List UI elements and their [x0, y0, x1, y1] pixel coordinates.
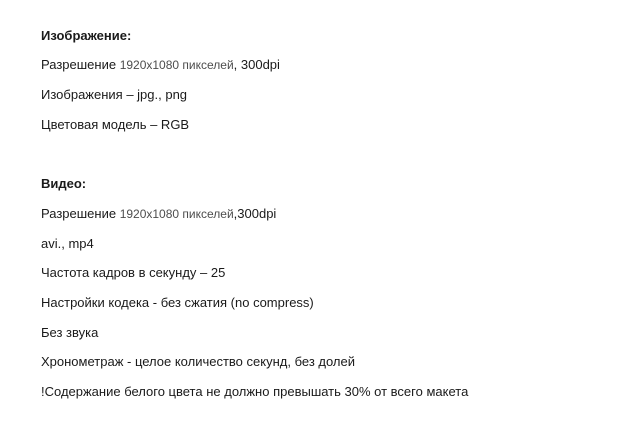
- video-duration: Хронометраж - целое количество секунд, без долей: [41, 354, 355, 369]
- white-content-note: !Содержание белого цвета не должно превышать 30% от всего макета: [41, 384, 469, 399]
- image-resolution-unit: пикселей: [179, 58, 234, 72]
- image-heading: Изображение:: [41, 28, 132, 43]
- image-formats: Изображения – jpg., png: [41, 87, 188, 102]
- video-resolution: [41, 206, 276, 222]
- image-resolution-suffix: , 300dpi: [233, 57, 280, 72]
- video-sound: Без звука: [41, 325, 99, 340]
- video-resolution-suffix: ,300dpi: [233, 206, 277, 221]
- video-formats: avi., mp4: [41, 236, 94, 251]
- video-resolution-dims: 1920x1080: [119, 207, 180, 221]
- video-resolution-prefix: Разрешение: [41, 206, 120, 221]
- image-resolution-dims: 1920x1080: [119, 58, 180, 72]
- image-resolution-prefix: Разрешение: [41, 57, 120, 72]
- video-codec: Настройки кодека - без сжатия (no compress): [41, 295, 314, 310]
- video-frame-rate: Частота кадров в секунду – 25: [41, 265, 226, 280]
- video-heading: Видео:: [41, 176, 87, 191]
- image-resolution: [41, 57, 280, 73]
- video-resolution-unit: пикселей: [179, 207, 234, 221]
- image-color-model: Цветовая модель – RGB: [41, 117, 190, 132]
